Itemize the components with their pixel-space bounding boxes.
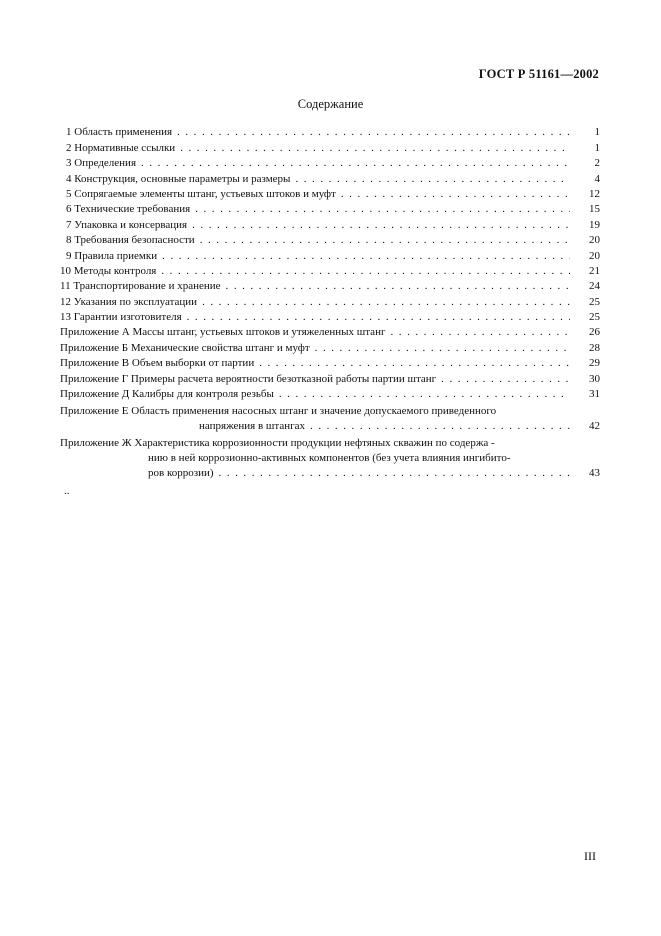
toc-page-number: 24 <box>589 280 600 293</box>
toc-title: Содержание <box>297 97 364 111</box>
leader-dots <box>390 326 570 339</box>
toc-page-number: 30 <box>589 372 600 385</box>
toc-entry-8[interactable]: 8 Требования безопасности . . . 20 <box>60 232 600 247</box>
toc-page-number: 1 <box>594 126 600 139</box>
leader-dots <box>161 265 570 278</box>
stray-mark: .. <box>64 485 70 497</box>
toc-entry-11[interactable]: 11 Транспортирование и хранение . . . 24 <box>60 278 600 293</box>
toc-entry-10[interactable]: 10 Методы контроля . . . 21 <box>60 263 600 278</box>
leader-dots <box>195 203 570 216</box>
leader-dots <box>341 188 570 201</box>
toc-page-number: 42 <box>589 420 600 433</box>
toc-page-number: 25 <box>589 311 600 324</box>
leader-dots <box>441 373 570 386</box>
page-header-standard-code: ГОСТ Р 51161—2002 <box>478 67 599 81</box>
leader-dots <box>202 296 570 309</box>
toc-entry-3[interactable]: 3 Определения . . . 2 <box>60 155 600 170</box>
toc-entry-1[interactable]: 1 Область применения . . . 1 <box>60 124 600 139</box>
leader-dots <box>310 420 570 433</box>
leader-dots <box>187 311 570 324</box>
toc-page-number: 12 <box>589 187 600 200</box>
toc-page-number: 19 <box>589 218 600 231</box>
leader-dots <box>315 342 570 355</box>
toc-entry-4[interactable]: 4 Конструкция, основные параметры и размеры . . . 4 <box>60 170 600 185</box>
toc-entry-appendix-b[interactable]: Приложение Б Механические свойства штанг и муфт . . . 28 <box>60 339 600 354</box>
leader-dots <box>226 280 570 293</box>
toc-entry-appendix-zh[interactable]: Приложение Ж Характеристика коррозионности продукции нефтяных скважин по содержа - нию в ней коррозионно-активных компонентов (без учета влияния ингибито- ров коррозии) . . . 43 <box>60 435 600 480</box>
toc-entry-6[interactable]: 6 Технические требования . . . 15 <box>60 201 600 216</box>
toc-entry-13[interactable]: 13 Гарантии изготовителя . . . 25 <box>60 309 600 324</box>
toc-entry-7[interactable]: 7 Упаковка и консервация . . . 19 <box>60 216 600 231</box>
leader-dots <box>295 173 570 186</box>
toc-entry-appendix-g[interactable]: Приложение Г Примеры расчета вероятности безотказной работы партии штанг . . . 30 <box>60 370 600 385</box>
toc-page-number: 2 <box>594 157 600 170</box>
toc-page-number: 4 <box>594 172 600 185</box>
leader-dots <box>162 250 570 263</box>
leader-dots <box>180 142 570 155</box>
toc-entry-12[interactable]: 12 Указания по эксплуатации . . . 25 <box>60 293 600 308</box>
leader-dots <box>259 357 570 370</box>
toc-entry-appendix-a[interactable]: Приложение А Массы штанг, устьевых штоков и утяжеленных штанг . . . 26 <box>60 324 600 339</box>
toc-page-number: 26 <box>589 326 600 339</box>
leader-dots <box>141 157 570 170</box>
leader-dots <box>200 234 570 247</box>
toc-page-number: 25 <box>589 295 600 308</box>
toc-page-number: 1 <box>594 141 600 154</box>
page-number: III <box>584 849 596 863</box>
toc-page-number: 29 <box>589 357 600 370</box>
leader-dots <box>177 126 570 139</box>
leader-dots <box>192 219 570 232</box>
toc-entry-appendix-v[interactable]: Приложение В Объем выборки от партии . . . 29 <box>60 355 600 370</box>
leader-dots <box>279 388 570 401</box>
toc-page-number: 20 <box>589 234 600 247</box>
toc-entry-appendix-e[interactable]: Приложение Е Область применения насосных штанг и значение допускаемого приведенного напряжения в штангах . . . 42 <box>60 403 600 433</box>
toc-entry-5[interactable]: 5 Сопрягаемые элементы штанг, устьевых штоков и муфт . . . 12 <box>60 186 600 201</box>
toc-entry-2[interactable]: 2 Нормативные ссылки . . . 1 <box>60 139 600 154</box>
toc-page-number: 20 <box>589 249 600 262</box>
toc-page-number: 21 <box>589 264 600 277</box>
toc-entry-appendix-d[interactable]: Приложение Д Калибры для контроля резьбы . . . 31 <box>60 386 600 401</box>
toc-entry-9[interactable]: 9 Правила приемки . . . 20 <box>60 247 600 262</box>
leader-dots <box>219 467 570 480</box>
toc-page-number: 43 <box>589 467 600 480</box>
toc-page-number: 28 <box>589 341 600 354</box>
table-of-contents <box>60 124 600 480</box>
toc-page-number: 15 <box>589 203 600 216</box>
toc-page-number: 31 <box>589 388 600 401</box>
